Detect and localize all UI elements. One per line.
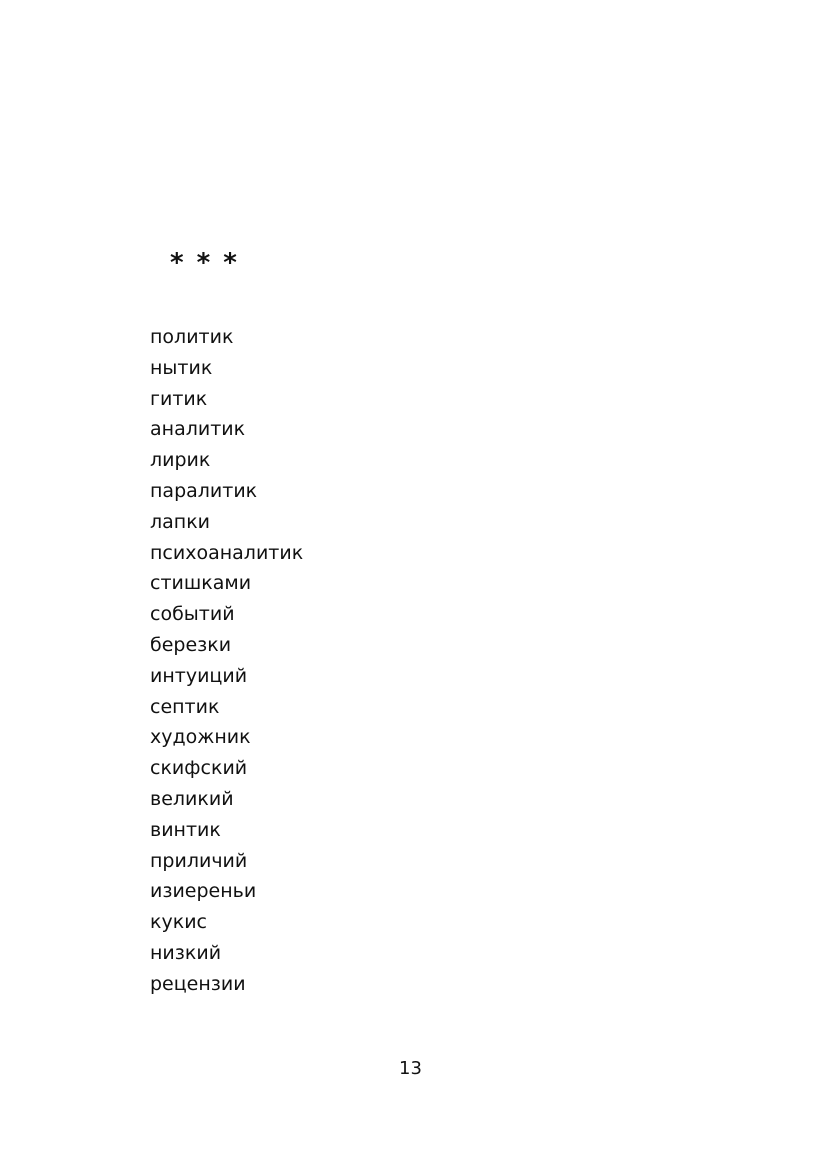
poem-line: скифский	[150, 757, 248, 780]
poem-line: психоаналитик	[150, 541, 304, 564]
poem-line: лапки	[150, 510, 211, 533]
poem-line: паралитик	[150, 479, 258, 502]
poem-line: стишками	[150, 572, 252, 595]
poem-line: художник	[150, 726, 251, 749]
poem-line: лирик	[150, 449, 211, 472]
poem-lines	[150, 322, 303, 1000]
page-number-text: 13	[399, 1058, 422, 1079]
page-number	[0, 1056, 823, 1082]
poem-line: политик	[150, 326, 234, 348]
poem-line: аналитик	[150, 418, 246, 441]
poem-line: гитик	[150, 387, 208, 410]
poem-line: изиереньи	[150, 880, 257, 903]
poem-line: событий	[150, 603, 235, 626]
poem-line: нытик	[150, 356, 213, 379]
poem-line: березки	[150, 633, 232, 656]
poem-line: кукис	[150, 911, 207, 934]
poem-line: винтик	[150, 818, 221, 841]
poem-line: великий	[150, 787, 234, 810]
poem-line: низкий	[150, 941, 222, 964]
poem-line: септик	[150, 695, 220, 718]
poem-line: рецензии	[150, 972, 246, 995]
poem-line: приличий	[150, 849, 248, 872]
section-asterism: * * *	[170, 248, 239, 278]
poem-line: интуиций	[150, 664, 248, 687]
